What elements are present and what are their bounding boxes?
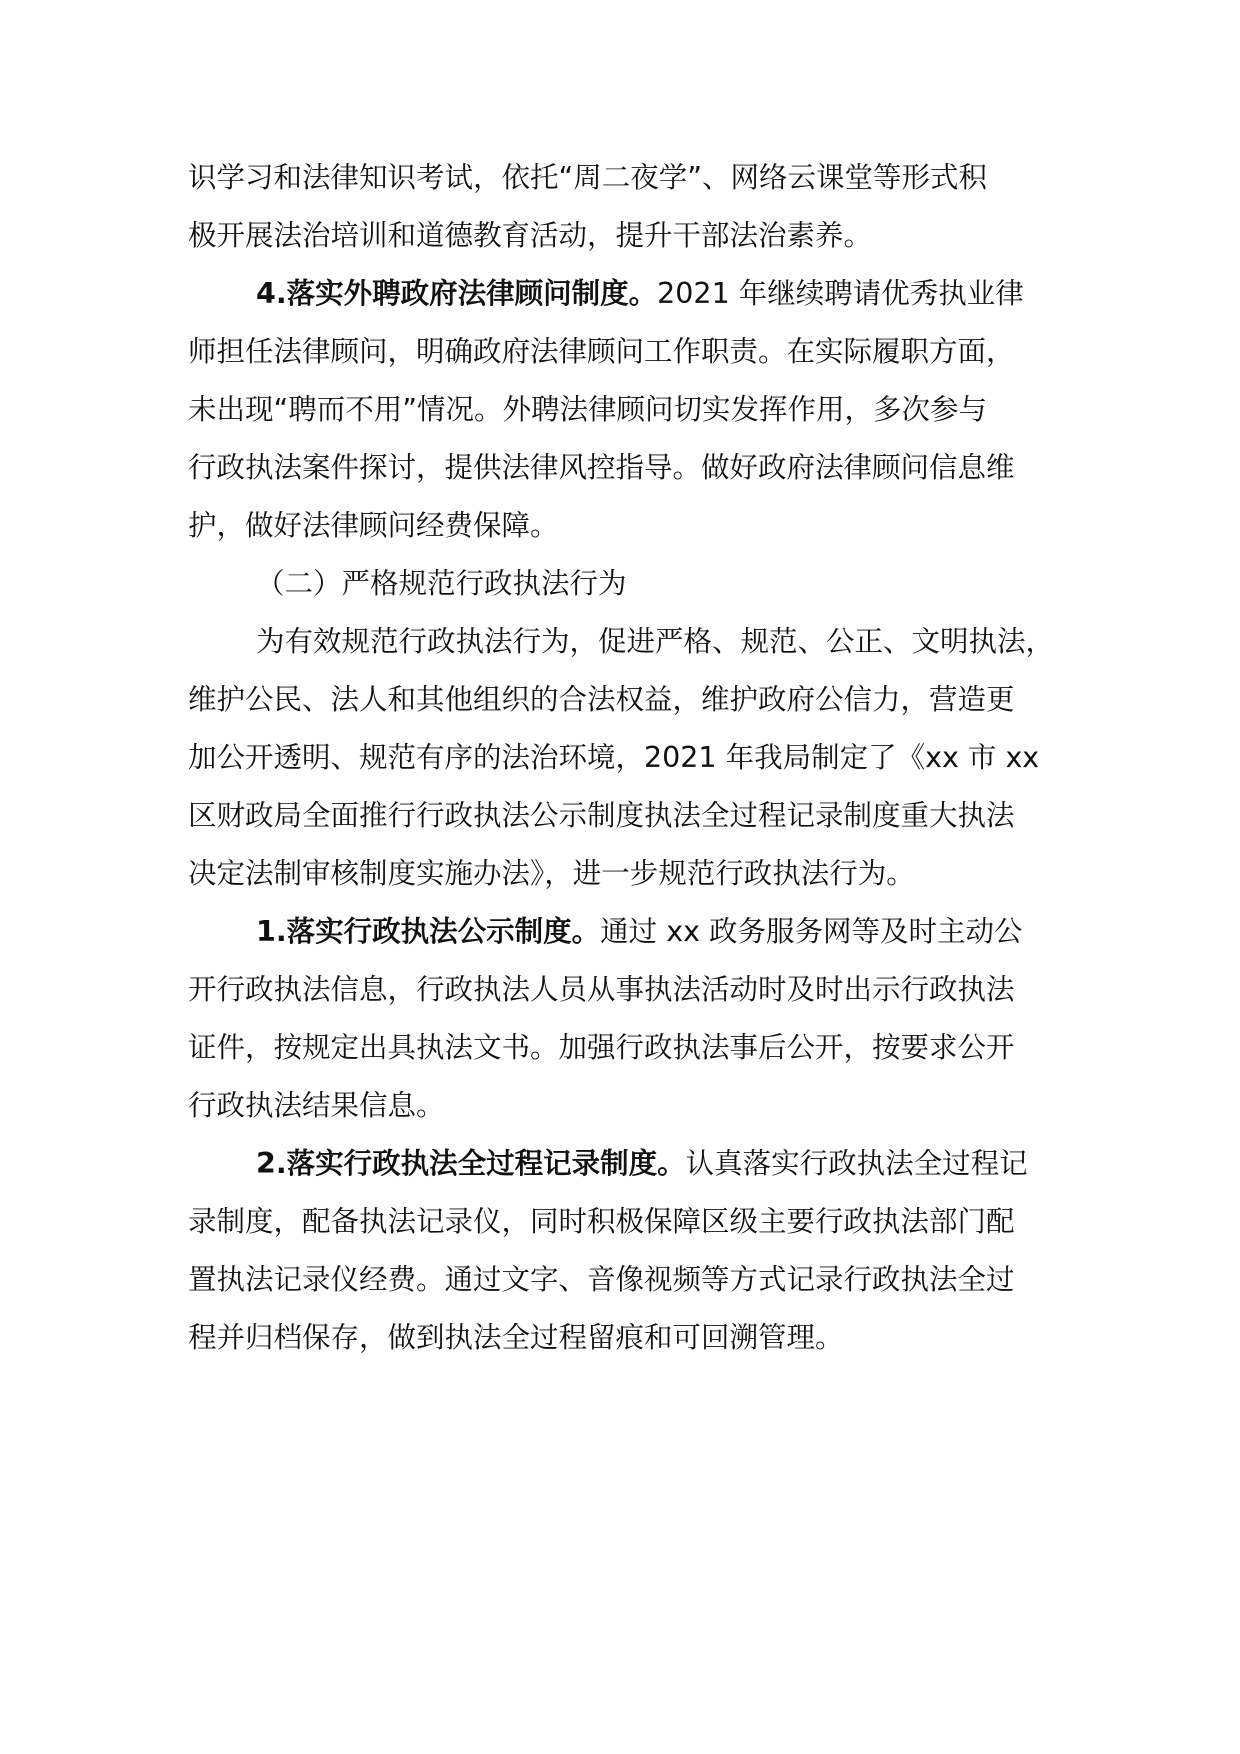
body-text-line: 维护公民、法人和其他组织的合法权益，维护政府公信力，营造更 [188,683,1015,716]
body-text: 通过 xx 政务服务网等及时主动公 [600,915,1023,948]
body-text-line: 极开展法治培训和道德教育活动，提升干部法治素养。 [188,219,873,252]
body-text-line: 护，做好法律顾问经费保障。 [188,509,559,542]
subsection-heading: 2.落实行政执法全过程记录制度。 [256,1147,686,1180]
paragraph-first-line [256,274,1024,314]
body-text: 认真落实行政执法全过程记 [685,1147,1028,1180]
paragraph-first-line [256,1144,1028,1184]
body-text-line: 程并归档保存，做到执法全过程留痕和可回溯管理。 [188,1321,844,1354]
body-text-line: 加公开透明、规范有序的法治环境，2021 年我局制定了《xx 市 xx [188,741,1040,774]
body-text-line: 识学习和法律知识考试，依托“周二夜学”、网络云课堂等形式积 [188,161,988,194]
body-text-line: 为有效规范行政执法行为，促进严格、规范、公正、文明执法， [256,625,1055,658]
body-text-line: 行政执法案件探讨，提供法律风控指导。做好政府法律顾问信息维 [188,451,1015,484]
body-text-line: 置执法记录仪经费。通过文字、音像视频等方式记录行政执法全过 [188,1263,1015,1296]
section-heading: （二）严格规范行政执法行为 [256,567,627,600]
body-text-line: 未出现“聘而不用”情况。外聘法律顾问切实发挥作用，多次参与 [188,393,988,426]
body-text-line: 证件，按规定出具执法文书。加强行政执法事后公开，按要求公开 [188,1031,1015,1064]
paragraph-first-line [256,912,1023,952]
body-text-line: 师担任法律顾问，明确政府法律顾问工作职责。在实际履职方面， [188,335,1015,368]
body-text-line: 行政执法结果信息。 [188,1089,445,1122]
body-text-line: 开行政执法信息，行政执法人员从事执法活动时及时出示行政执法 [188,973,1015,1006]
body-text: 2021 年继续聘请优秀执业律 [657,277,1024,310]
body-text-line: 决定法制审核制度实施办法》，进一步规范行政执法行为。 [188,857,915,890]
body-text-line: 录制度，配备执法记录仪，同时积极保障区级主要行政执法部门配 [188,1205,1015,1238]
subsection-heading: 1.落实行政执法公示制度。 [256,915,601,948]
subsection-heading: 4.落实外聘政府法律顾问制度。 [256,277,658,310]
body-text-line: 区财政局全面推行行政执法公示制度执法全过程记录制度重大执法 [188,799,1015,832]
